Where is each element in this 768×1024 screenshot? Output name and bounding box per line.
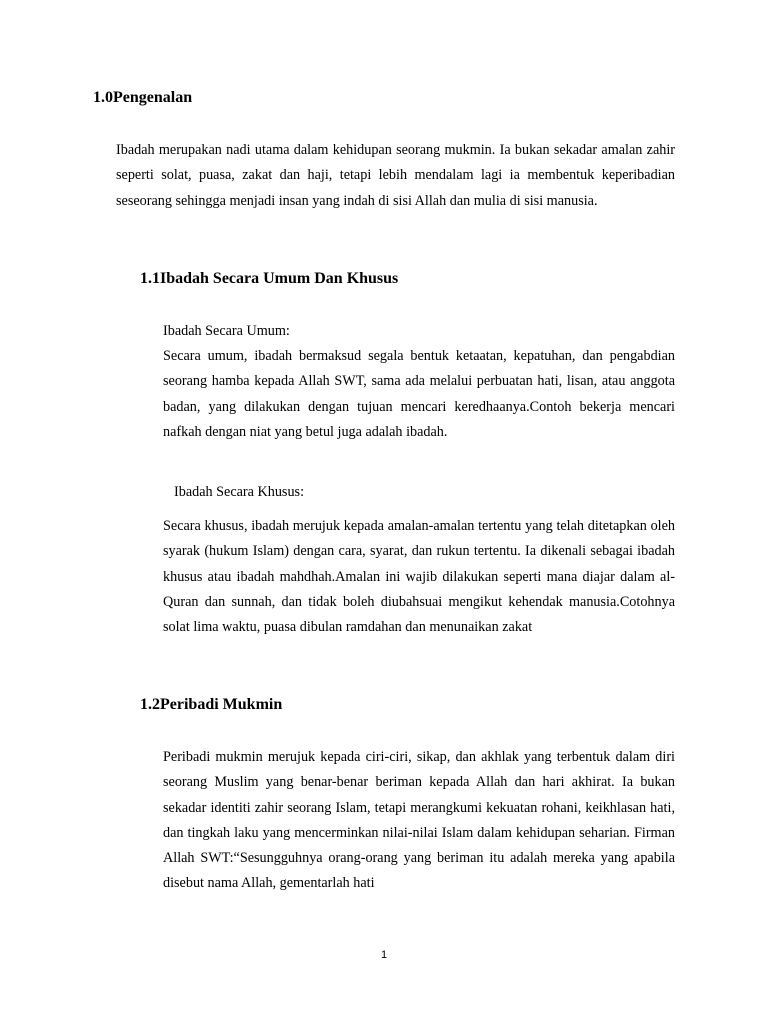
section-heading-peribadi-mukmin: 1.2Peribadi Mukmin xyxy=(140,696,283,713)
page-number: 1 xyxy=(380,949,388,961)
paragraph-peribadi-mukmin: Peribadi mukmin merujuk kepada ciri-ciri, sikap, dan akhlak yang terbentuk dalam diri seorang Muslim yang benar-benar beriman kepada Allah dan hari akhirat. Ia bukan sekadar identiti zahir seorang Islam, tetapi merangkumi kekuatan rohani, keikhlasan hati, dan tingkah laku yang mencerminkan nilai-nilai Islam dalam kehidupan seharian. Firman Allah SWT:“Sesungguhnya orang-orang yang beriman itu adalah mereka yang apabila disebut nama Allah, gementarlah hati xyxy=(163,749,675,892)
label-ibadah-khusus: Ibadah Secara Khusus: xyxy=(174,484,305,500)
section-heading-pengenalan: 1.0Pengenalan xyxy=(93,89,193,106)
paragraph-ibadah-khusus: Secara khusus, ibadah merujuk kepada amalan-amalan tertentu yang telah ditetapkan oleh syarak (hukum Islam) dengan cara, syarat, dan rukun tertentu. Ia dikenali sebagai ibadah khusus atau ibadah mahdhah.Amalan ini wajib dilakukan seperti mana diajar dalam al-Quran dan sunnah, dan tidak boleh diubahsuai mengikut kehendak manusia.Cotohnya solat lima waktu, puasa dibulan ramdahan dan menunaikan zakat xyxy=(163,518,675,636)
label-ibadah-umum: Ibadah Secara Umum: xyxy=(163,323,290,339)
section-heading-ibadah-umum-khusus: 1.1Ibadah Secara Umum Dan Khusus xyxy=(140,270,399,287)
paragraph-pengenalan: Ibadah merupakan nadi utama dalam kehidupan seorang mukmin. Ia bukan sekadar amalan zahir seperti solat, puasa, zakat dan haji, tetapi lebih mendalam lagi ia membentuk keperibadian seseorang sehingga menjadi insan yang indah di sisi Allah dan mulia di sisi manusia. xyxy=(116,142,675,209)
paragraph-ibadah-umum: Secara umum, ibadah bermaksud segala bentuk ketaatan, kepatuhan, dan pengabdian seorang hamba kepada Allah SWT, sama ada melalui perbuatan hati, lisan, atau anggota badan, yang dilakukan dengan tujuan mencari keredhaanya.Contoh bekerja mencari nafkah dengan niat yang betul juga adalah ibadah. xyxy=(163,348,675,440)
